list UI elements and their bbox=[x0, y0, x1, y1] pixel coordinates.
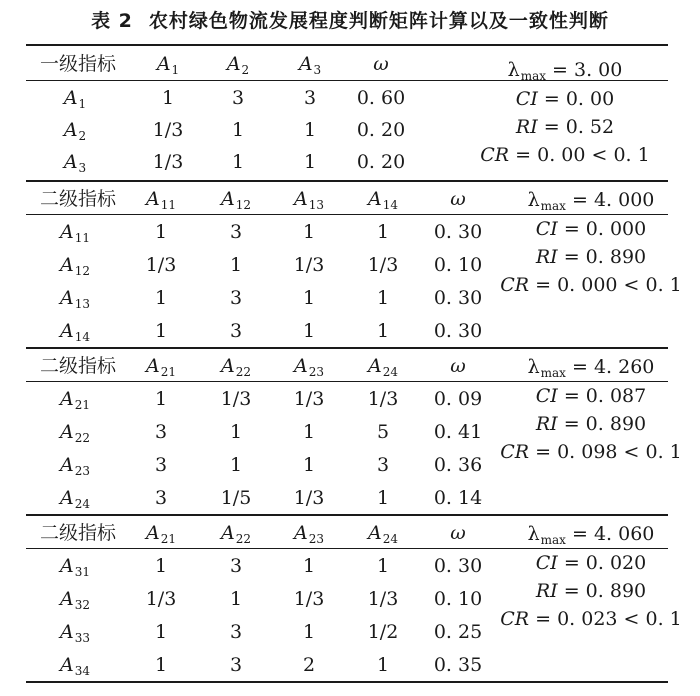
consistency-index: CI = 0. 020 bbox=[535, 552, 647, 574]
lambda-max: $\lambda_{max} = 3$. 00 bbox=[507, 59, 623, 83]
column-header: $A_{23}$ bbox=[293, 522, 324, 546]
row-label: $A_{14}$ bbox=[59, 320, 90, 344]
row-label: $A_{34}$ bbox=[59, 654, 90, 678]
random-index: RI = 0. 890 bbox=[535, 413, 647, 435]
matrix-cell: 1 bbox=[376, 221, 390, 243]
lambda-max: $\lambda_{max} = 4$. 000 bbox=[527, 189, 655, 213]
weight-header: ω bbox=[450, 522, 466, 544]
row-label: $A_{21}$ bbox=[59, 388, 90, 412]
row-label: $A_3$ bbox=[63, 151, 87, 175]
column-header: $A_{24}$ bbox=[367, 522, 398, 546]
matrix-cell: 1/3 bbox=[152, 119, 184, 141]
consistency-ratio: CR = 0. 098 < 0. 1 bbox=[500, 441, 682, 463]
row-label: $A_{12}$ bbox=[59, 254, 90, 278]
matrix-cell: 1 bbox=[154, 388, 168, 410]
table-rule bbox=[26, 347, 668, 349]
lambda-max: $\lambda_{max} = 4$. 260 bbox=[527, 356, 655, 380]
matrix-cell: 1/3 bbox=[367, 388, 399, 410]
matrix-cell: 1 bbox=[302, 454, 316, 476]
weight-header: ω bbox=[450, 355, 466, 377]
matrix-cell: 3 bbox=[229, 555, 243, 577]
weight-cell: 0. 30 bbox=[433, 221, 483, 243]
matrix-cell: 1 bbox=[154, 654, 168, 676]
weight-header: ω bbox=[373, 53, 389, 75]
weight-cell: 0. 10 bbox=[433, 254, 483, 276]
matrix-cell: 2 bbox=[302, 654, 316, 676]
consistency-index: CI = 0. 00 bbox=[515, 88, 615, 110]
matrix-cell: 1 bbox=[154, 555, 168, 577]
matrix-cell: 1 bbox=[302, 421, 316, 443]
matrix-cell: 1 bbox=[302, 221, 316, 243]
header-label: 一级指标 bbox=[39, 53, 116, 75]
matrix-cell: 1 bbox=[231, 119, 245, 141]
matrix-cell: 1 bbox=[154, 320, 168, 342]
matrix-cell: 3 bbox=[229, 287, 243, 309]
column-header: $A_{11}$ bbox=[145, 188, 176, 212]
caption-text: 农村绿色物流发展程度判断矩阵计算以及一致性判断 bbox=[148, 10, 609, 32]
weight-cell: 0. 20 bbox=[356, 119, 406, 141]
matrix-cell: 3 bbox=[229, 221, 243, 243]
matrix-cell: 3 bbox=[229, 320, 243, 342]
row-label: $A_{31}$ bbox=[59, 555, 90, 579]
consistency-ratio: CR = 0. 023 < 0. 1 bbox=[500, 608, 682, 630]
weight-cell: 0. 25 bbox=[433, 621, 483, 643]
weight-cell: 0. 36 bbox=[433, 454, 483, 476]
row-label: $A_{11}$ bbox=[59, 221, 90, 245]
column-header: $A_{14}$ bbox=[367, 188, 398, 212]
weight-cell: 0. 30 bbox=[433, 555, 483, 577]
row-label: $A_{23}$ bbox=[59, 454, 90, 478]
matrix-cell: 5 bbox=[376, 421, 390, 443]
table-rule bbox=[26, 180, 668, 182]
caption-label: 表 2 bbox=[91, 10, 133, 32]
row-label: $A_{22}$ bbox=[59, 421, 90, 445]
row-label: $A_1$ bbox=[63, 87, 87, 111]
matrix-cell: 1 bbox=[231, 151, 245, 173]
matrix-cell: 1 bbox=[229, 588, 243, 610]
matrix-cell: 1 bbox=[376, 654, 390, 676]
column-header: $A_{13}$ bbox=[293, 188, 324, 212]
lambda-max: $\lambda_{max} = 4$. 060 bbox=[527, 523, 655, 547]
column-header: $A_{12}$ bbox=[220, 188, 251, 212]
header-label: 二级指标 bbox=[39, 355, 116, 377]
column-header: $A_{22}$ bbox=[220, 355, 251, 379]
matrix-cell: 1 bbox=[303, 119, 317, 141]
matrix-cell: 1/2 bbox=[367, 621, 399, 643]
header-label: 二级指标 bbox=[39, 188, 116, 210]
matrix-cell: 1/3 bbox=[152, 151, 184, 173]
matrix-cell: 1 bbox=[376, 320, 390, 342]
column-header: $A_1$ bbox=[156, 53, 180, 77]
row-label: $A_2$ bbox=[63, 119, 87, 143]
matrix-cell: 1/3 bbox=[220, 388, 252, 410]
table-rule bbox=[26, 44, 668, 46]
matrix-cell: 1/3 bbox=[293, 388, 325, 410]
random-index: RI = 0. 890 bbox=[535, 580, 647, 602]
matrix-cell: 1 bbox=[303, 151, 317, 173]
matrix-cell: 1/3 bbox=[367, 588, 399, 610]
matrix-cell: 1/3 bbox=[293, 487, 325, 509]
weight-header: ω bbox=[450, 188, 466, 210]
random-index: RI = 0. 52 bbox=[515, 116, 615, 138]
column-header: $A_{21}$ bbox=[145, 355, 176, 379]
row-label: $A_{24}$ bbox=[59, 487, 90, 511]
header-label: 二级指标 bbox=[39, 522, 116, 544]
table-caption bbox=[0, 6, 700, 33]
matrix-cell: 1 bbox=[376, 487, 390, 509]
matrix-cell: 3 bbox=[229, 654, 243, 676]
matrix-cell: 1 bbox=[229, 454, 243, 476]
matrix-cell: 1 bbox=[302, 621, 316, 643]
random-index: RI = 0. 890 bbox=[535, 246, 647, 268]
matrix-cell: 1 bbox=[229, 421, 243, 443]
column-header: $A_{24}$ bbox=[367, 355, 398, 379]
matrix-cell: 1/3 bbox=[293, 588, 325, 610]
matrix-cell: 1 bbox=[154, 221, 168, 243]
matrix-cell: 3 bbox=[231, 87, 245, 109]
weight-cell: 0. 60 bbox=[356, 87, 406, 109]
matrix-cell: 3 bbox=[229, 621, 243, 643]
table-rule bbox=[26, 681, 668, 683]
matrix-cell: 1 bbox=[161, 87, 175, 109]
weight-cell: 0. 09 bbox=[433, 388, 483, 410]
matrix-cell: 3 bbox=[303, 87, 317, 109]
weight-cell: 0. 14 bbox=[433, 487, 483, 509]
matrix-cell: 1 bbox=[302, 320, 316, 342]
table-rule bbox=[26, 514, 668, 516]
matrix-cell: 1/3 bbox=[367, 254, 399, 276]
matrix-cell: 1 bbox=[302, 287, 316, 309]
column-header: $A_2$ bbox=[226, 53, 250, 77]
column-header: $A_{21}$ bbox=[145, 522, 176, 546]
matrix-cell: 3 bbox=[154, 421, 168, 443]
column-header: $A_{22}$ bbox=[220, 522, 251, 546]
weight-cell: 0. 10 bbox=[433, 588, 483, 610]
matrix-cell: 1/5 bbox=[220, 487, 252, 509]
matrix-cell: 1 bbox=[302, 555, 316, 577]
column-header: $A_{23}$ bbox=[293, 355, 324, 379]
matrix-cell: 3 bbox=[376, 454, 390, 476]
consistency-ratio: CR = 0. 00 < 0. 1 bbox=[480, 144, 650, 166]
weight-cell: 0. 30 bbox=[433, 320, 483, 342]
row-label: $A_{33}$ bbox=[59, 621, 90, 645]
matrix-cell: 1/3 bbox=[145, 588, 177, 610]
matrix-cell: 1 bbox=[154, 287, 168, 309]
column-header: $A_3$ bbox=[298, 53, 322, 77]
weight-cell: 0. 35 bbox=[433, 654, 483, 676]
consistency-index: CI = 0. 000 bbox=[535, 218, 647, 240]
matrix-cell: 1 bbox=[229, 254, 243, 276]
weight-cell: 0. 41 bbox=[433, 421, 483, 443]
matrix-cell: 1/3 bbox=[145, 254, 177, 276]
consistency-index: CI = 0. 087 bbox=[535, 385, 647, 407]
matrix-cell: 1 bbox=[154, 621, 168, 643]
matrix-cell: 3 bbox=[154, 454, 168, 476]
matrix-cell: 3 bbox=[154, 487, 168, 509]
weight-cell: 0. 30 bbox=[433, 287, 483, 309]
row-label: $A_{13}$ bbox=[59, 287, 90, 311]
consistency-ratio: CR = 0. 000 < 0. 1 bbox=[500, 274, 682, 296]
matrix-cell: 1/3 bbox=[293, 254, 325, 276]
weight-cell: 0. 20 bbox=[356, 151, 406, 173]
matrix-cell: 1 bbox=[376, 555, 390, 577]
matrix-cell: 1 bbox=[376, 287, 390, 309]
row-label: $A_{32}$ bbox=[59, 588, 90, 612]
